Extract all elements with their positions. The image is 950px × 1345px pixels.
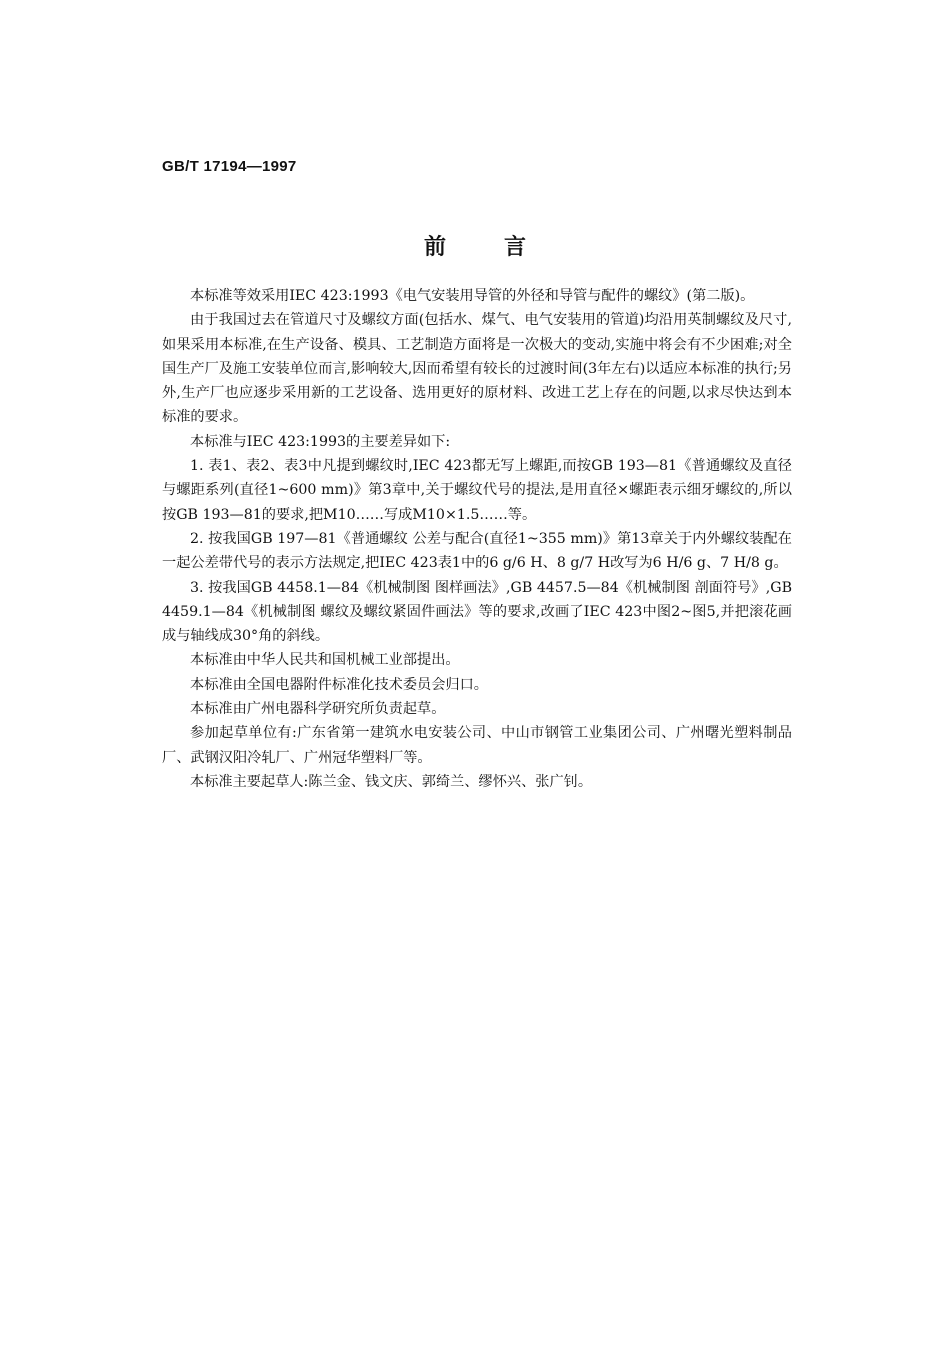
paragraph-difference-3: 3. 按我国GB 4458.1—84《机械制图 图样画法》,GB 4457.5—84《机械制图 剖面符号》,GB 4459.1—84《机械制图 螺纹及螺纹紧固件画法》等的要求,改画了IEC 423中图2~图5,并把滚花画成与轴线成30°角的斜线。 bbox=[162, 579, 792, 645]
paragraph-difference-1: 1. 表1、表2、表3中凡提到螺纹时,IEC 423都无写上螺距,而按GB 193—81《普通螺纹及直径与螺距系列(直径1~600 mm)》第3章中,关于螺纹代号的提法,是用直径×螺距表示细牙螺纹的,所以按GB 193—81的要求,把M10……写成M10×1.5……等。 bbox=[162, 458, 792, 523]
paragraph-adoption: 本标准等效采用IEC 423:1993《电气安装用导管的外径和导管与配件的螺纹》(第二版)。 bbox=[190, 288, 755, 304]
paragraph-background: 由于我国过去在管道尺寸及螺纹方面(包括水、煤气、电气安装用的管道)均沿用英制螺纹及尺寸,如果采用本标准,在生产设备、模具、工艺制造方面将是一次极大的变动,实施中将会有不少困难;对全国生产厂及施工安装单位而言,影响较大,因而希望有较长的过渡时间(3年左右)以适应本标准的执行;另外,生产厂也应逐步采用新的工艺设备、选用更好的原材料、改进工艺上存在的问题,以求尽快达到本标准的要求。 bbox=[162, 312, 792, 426]
paragraph-authors: 本标准主要起草人:陈兰金、钱文庆、郭绮兰、缪怀兴、张广钊。 bbox=[190, 773, 593, 790]
paragraph-committee: 本标准由全国电器附件标准化技术委员会归口。 bbox=[190, 676, 488, 693]
document-code: GB/T 17194—1997 bbox=[162, 158, 297, 175]
paragraph-proposer: 本标准由中华人民共和国机械工业部提出。 bbox=[190, 652, 460, 669]
preface-body bbox=[162, 284, 792, 794]
paragraph-drafter: 本标准由广州电器科学研究所负责起草。 bbox=[190, 701, 446, 718]
page-title: 前言 bbox=[423, 235, 584, 260]
paragraph-participants: 参加起草单位有:广东省第一建筑水电安装公司、中山市钢管工业集团公司、广州曙光塑料制品厂、武钢汉阳冷轧厂、广州冠华塑料厂等。 bbox=[162, 725, 792, 766]
paragraph-difference-2: 2. 按我国GB 197—81《普通螺纹 公差与配合(直径1~355 mm)》第13章关于内外螺纹装配在一起公差带代号的表示方法规定,把IEC 423表1中的6 g/6 H、8 g/7 H改写为6 H/6 g、7 H/8 g。 bbox=[162, 530, 792, 572]
paragraph-differences-intro: 本标准与IEC 423:1993的主要差异如下: bbox=[190, 433, 451, 450]
